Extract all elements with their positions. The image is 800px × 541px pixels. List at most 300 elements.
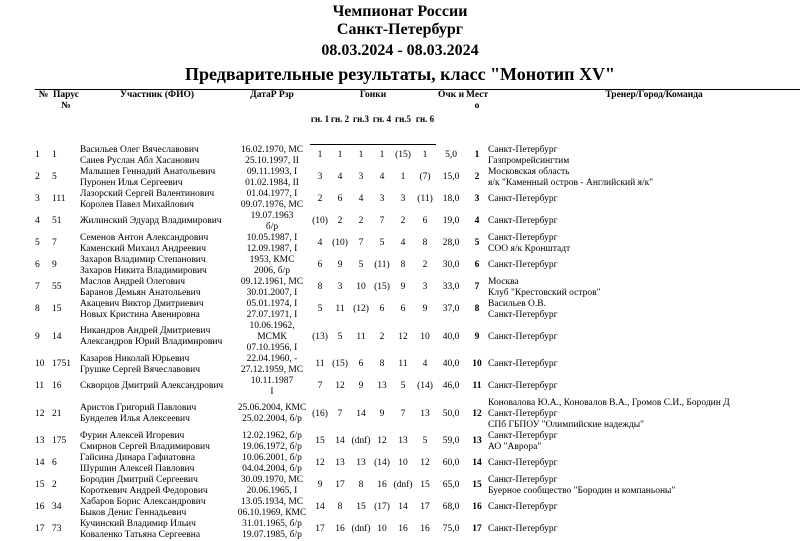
participant-names-text: Акацевич Виктор Дмитриевич	[80, 298, 204, 309]
birth-rank	[234, 354, 310, 376]
race-1-result	[310, 475, 330, 497]
final-place-text: 2	[474, 172, 480, 182]
sail-number	[52, 233, 80, 255]
race-1-result	[310, 354, 330, 376]
race-1-result-text: 17	[315, 524, 325, 534]
race-6-result	[414, 475, 436, 497]
race-4-result	[372, 398, 392, 431]
race-5-result-text: 14	[398, 502, 408, 512]
participant-names-text: Никандров Андрей Дмитриевич	[80, 326, 211, 336]
header-race-3: гн.3	[350, 102, 372, 145]
final-place	[466, 277, 488, 299]
participant-names-text: Казаров Николай Юрьевич	[80, 353, 190, 364]
participant-names-text: Пуронен Илья Сергеевич	[80, 177, 183, 188]
race-3-result-text: 15	[356, 502, 366, 512]
race-6-result-text: 5	[422, 436, 428, 446]
race-1-result-text: (16)	[312, 408, 328, 419]
race-2-result-text: 6	[337, 194, 343, 204]
final-place	[466, 189, 488, 211]
race-4-result	[372, 233, 392, 255]
race-2-result-text: 14	[335, 436, 345, 446]
points-total-text: 65,0	[442, 480, 460, 490]
participant-names	[80, 475, 234, 497]
birth-rank-text: 2006, б/р	[254, 265, 290, 276]
birth-rank-text: 31.01.1965, б/р	[242, 518, 302, 529]
final-place-text: 16	[472, 502, 482, 512]
participant-names	[80, 431, 234, 453]
points-total	[436, 211, 466, 233]
final-place	[466, 376, 488, 398]
race-4-result	[372, 475, 392, 497]
header-points: Очк и	[436, 90, 466, 145]
sail-number-text: 21	[52, 408, 62, 419]
coach-city-team	[488, 376, 800, 398]
birth-rank	[234, 299, 310, 321]
table-row	[35, 475, 800, 497]
points-total	[436, 233, 466, 255]
birth-rank-text: 04.04.2004, б/р	[242, 463, 302, 474]
birth-rank-text: 30.09.1970, МС	[240, 474, 304, 485]
sail-number	[52, 299, 80, 321]
participant-names	[80, 376, 234, 398]
race-1-result	[310, 255, 330, 277]
row-number	[35, 167, 52, 189]
sail-number	[52, 453, 80, 475]
race-5-result	[392, 519, 414, 541]
birth-rank	[234, 519, 310, 541]
race-3-result-text: 7	[358, 238, 364, 248]
birth-rank	[234, 145, 310, 167]
race-4-result-text: (14)	[374, 458, 390, 468]
sail-number	[52, 167, 80, 189]
championship-title: Чемпионат России	[332, 3, 468, 20]
final-place	[466, 255, 488, 277]
coach-city-team	[488, 233, 800, 255]
race-1-result	[310, 321, 330, 354]
final-place	[466, 497, 488, 519]
race-3-result-text: 5	[358, 260, 364, 270]
race-3-result-text: (12)	[353, 304, 369, 314]
race-4-result-text: 10	[377, 524, 387, 534]
race-1-result	[310, 211, 330, 233]
coach-city-team-text: Санкт-Петербург	[488, 144, 558, 155]
birth-rank-text: 22.04.1960, -	[246, 353, 298, 364]
final-place	[466, 145, 488, 167]
race-4-result	[372, 376, 392, 398]
birth-rank	[234, 277, 310, 299]
sail-number	[52, 475, 80, 497]
race-4-result-text: 3	[379, 194, 385, 204]
birth-rank	[234, 398, 310, 431]
race-3-result	[350, 376, 372, 398]
sail-number	[52, 376, 80, 398]
coach-city-team-text: Клуб "Крестовский остров"	[488, 287, 601, 298]
race-4-result-text: (17)	[374, 502, 390, 512]
race-3-result-text: 10	[356, 282, 366, 292]
participant-names-text: Коваленко Татьяна Сергеевна	[80, 529, 201, 540]
row-number	[35, 354, 52, 376]
race-4-result-text: 8	[379, 359, 385, 369]
participant-names	[80, 145, 234, 167]
final-place	[466, 354, 488, 376]
points-total-text: 50,0	[442, 408, 460, 419]
final-place-text: 9	[474, 331, 480, 342]
birth-rank-text: I	[270, 386, 274, 397]
coach-city-team-text: Буерное сообщество "Бородин и компаньоны"	[488, 485, 676, 496]
race-3-result	[350, 299, 372, 321]
results-subtitle: Предварительные результаты, класс "Монотип XV"	[184, 64, 616, 84]
participant-names-text: Фурин Алексей Игоревич	[80, 430, 185, 441]
table-row	[35, 277, 800, 299]
race-5-result	[392, 398, 414, 431]
coach-city-team	[488, 354, 800, 376]
race-2-result	[330, 398, 350, 431]
coach-city-team-text: Санкт-Петербург	[488, 474, 558, 485]
race-4-result	[372, 211, 392, 233]
table-row	[35, 189, 800, 211]
final-place	[466, 167, 488, 189]
race-3-result-text: 6	[358, 359, 364, 369]
points-total	[436, 453, 466, 475]
row-number-text: 6	[35, 260, 40, 270]
race-3-result-text: (dnf)	[351, 524, 371, 534]
coach-city-team-text: Москва	[488, 276, 519, 287]
race-5-result	[392, 354, 414, 376]
race-1-result	[310, 277, 330, 299]
table-row	[35, 453, 800, 475]
race-5-result-text: (dnf)	[393, 480, 413, 490]
coach-city-team-text: Санкт-Петербург	[488, 309, 558, 320]
row-number-text: 7	[35, 282, 40, 292]
race-3-result	[350, 211, 372, 233]
birth-rank-text: 09.07.1976, МС	[240, 199, 304, 210]
race-3-result	[350, 475, 372, 497]
coach-city-team	[488, 497, 800, 519]
race-6-result-text: 1	[422, 150, 428, 161]
race-2-result	[330, 167, 350, 189]
race-6-result	[414, 211, 436, 233]
race-3-result	[350, 431, 372, 453]
race-4-result-text: 6	[379, 304, 385, 314]
birth-rank-text: 09.12.1961, МС	[240, 276, 304, 287]
race-1-result	[310, 167, 330, 189]
points-total-text: 40,0	[442, 331, 460, 342]
birth-rank-text: 07.10.1956, I	[246, 342, 298, 353]
race-5-result-text: 6	[400, 304, 406, 314]
sail-number-text: 34	[52, 502, 62, 512]
row-number	[35, 145, 52, 167]
sail-number	[52, 255, 80, 277]
race-6-result	[414, 233, 436, 255]
points-total-text: 40,0	[442, 359, 460, 369]
points-total	[436, 475, 466, 497]
race-2-result-text: 1	[337, 150, 343, 161]
race-5-result	[392, 277, 414, 299]
points-total	[436, 354, 466, 376]
coach-city-team	[488, 299, 800, 321]
sail-number-text: 1751	[52, 359, 71, 369]
race-3-result-text: (dnf)	[351, 436, 371, 446]
table-row	[35, 167, 800, 189]
participant-names	[80, 277, 234, 299]
coach-city-team	[488, 167, 800, 189]
race-5-result-text: 3	[400, 194, 406, 204]
participant-names-text: Баранов Демьян Анатольевич	[80, 287, 201, 298]
race-6-result	[414, 519, 436, 541]
coach-city-team-text: Санкт-Петербург	[488, 216, 558, 226]
race-4-result-text: 2	[379, 331, 385, 342]
race-3-result-text: 4	[358, 194, 364, 204]
row-number-text: 8	[35, 304, 40, 314]
participant-names	[80, 255, 234, 277]
race-5-result	[392, 376, 414, 398]
race-6-result	[414, 255, 436, 277]
race-5-result	[392, 211, 414, 233]
race-1-result	[310, 145, 330, 167]
coach-city-team-text: Санкт-Петербург	[488, 194, 558, 204]
race-4-result-text: 5	[379, 238, 385, 248]
race-2-result-text: 3	[337, 282, 343, 292]
row-number-text: 11	[35, 381, 45, 391]
race-4-result	[372, 519, 392, 541]
coach-city-team-text: Санкт-Петербург	[488, 458, 558, 468]
sail-number-text: 9	[52, 260, 57, 270]
race-2-result	[330, 519, 350, 541]
participant-names	[80, 497, 234, 519]
birth-rank-text: 10.05.1987, I	[246, 232, 298, 243]
race-2-result	[330, 376, 350, 398]
birth-rank-text: 16.02.1970, МС	[240, 144, 304, 155]
participant-names-text: Грушке Сергей Вячеславович	[80, 364, 201, 375]
race-1-result-text: 4	[317, 238, 323, 248]
header-race-4: гн. 4	[372, 102, 392, 145]
row-number	[35, 321, 52, 354]
row-number	[35, 211, 52, 233]
race-1-result	[310, 233, 330, 255]
table-row	[35, 145, 800, 167]
sail-number	[52, 519, 80, 541]
birth-rank-text: 19.06.1972, б/р	[242, 441, 302, 452]
race-6-result	[414, 497, 436, 519]
participant-names-text: Шуршин Алексей Павлович	[80, 463, 195, 474]
race-2-result	[330, 453, 350, 475]
coach-city-team-text: Санкт-Петербург	[488, 260, 558, 270]
race-3-result-text: 13	[356, 458, 366, 468]
race-5-result-text: 10	[398, 458, 408, 468]
race-2-result-text: 8	[337, 502, 343, 512]
race-6-result	[414, 354, 436, 376]
race-6-result-text: 6	[422, 216, 428, 226]
race-5-result-text: 11	[398, 359, 408, 369]
birth-rank	[234, 211, 310, 233]
race-2-result-text: 4	[337, 172, 343, 182]
birth-rank-text: 19.07.1985, б/р	[242, 529, 302, 540]
birth-rank-text: 09.11.1993, I	[246, 166, 298, 177]
final-place-text: 6	[474, 260, 480, 270]
final-place	[466, 519, 488, 541]
race-1-result	[310, 398, 330, 431]
race-1-result-text: 5	[317, 304, 323, 314]
race-6-result-text: 12	[420, 458, 430, 468]
birth-rank-text: 27.12.1959, МС	[240, 364, 304, 375]
date-range: 08.03.2024 - 08.03.2024	[321, 42, 479, 59]
final-place-text: 13	[472, 436, 482, 446]
race-2-result	[330, 211, 350, 233]
race-6-result	[414, 431, 436, 453]
points-total	[436, 519, 466, 541]
sail-number	[52, 211, 80, 233]
row-number-text: 9	[35, 331, 40, 342]
race-3-result	[350, 497, 372, 519]
table-row	[35, 431, 800, 453]
race-6-result	[414, 145, 436, 167]
race-3-result-text: 3	[358, 172, 364, 182]
participant-names-text: Лазорский Сергей Валентинович	[80, 188, 215, 199]
coach-city-team-text: Санкт-Петербург	[488, 381, 558, 391]
birth-rank-text: 06.10.1969, КМС	[237, 507, 307, 518]
race-3-result	[350, 277, 372, 299]
final-place	[466, 299, 488, 321]
birth-rank	[234, 255, 310, 277]
race-1-result	[310, 299, 330, 321]
participant-names	[80, 211, 234, 233]
birth-rank-text: 10.06.1962, МСМК	[249, 320, 295, 342]
race-5-result	[392, 321, 414, 354]
sail-number	[52, 354, 80, 376]
birth-rank-text: 30.01.2007, I	[246, 287, 298, 298]
table-row	[35, 255, 800, 277]
race-1-result-text: 15	[315, 436, 325, 446]
race-4-result-text: 12	[377, 436, 387, 446]
participant-names-text: Васильев Олег Вячеславович	[80, 144, 199, 155]
birth-rank	[234, 167, 310, 189]
participant-names-text: Смирнов Сергей Владимирович	[80, 441, 210, 452]
header-sail: Парус №	[52, 90, 80, 145]
birth-rank-text: 10.06.2001, б/р	[242, 452, 302, 463]
participant-names	[80, 299, 234, 321]
race-5-result-text: 16	[398, 524, 408, 534]
birth-rank-text: 12.09.1987, I	[246, 243, 298, 254]
birth-rank-text: 01.04.1977, I	[246, 188, 298, 199]
race-5-result-text: 4	[400, 238, 406, 248]
race-3-result-text: 14	[356, 408, 366, 419]
row-number-text: 13	[35, 436, 45, 446]
race-3-result	[350, 398, 372, 431]
birth-rank-text: 01.02.1984, II	[245, 177, 299, 188]
race-2-result-text: 17	[335, 480, 345, 490]
race-5-result-text: 9	[400, 282, 406, 292]
participant-names-text: Королев Павел Михайлович	[80, 199, 194, 210]
race-4-result	[372, 255, 392, 277]
coach-city-team-text: Санкт-Петербург	[488, 408, 558, 419]
sail-number-text: 73	[52, 524, 62, 534]
participant-names-text: Бунделев Илья Алексеевич	[80, 414, 190, 424]
birth-rank	[234, 189, 310, 211]
coach-city-team	[488, 255, 800, 277]
race-1-result	[310, 519, 330, 541]
coach-city-team-text: АО "Аврора"	[488, 441, 542, 452]
sail-number-text: 175	[52, 436, 67, 446]
coach-city-team-text: Коновалова Ю.А., Коновалов В.А., Громов С.И., Бородин Д	[488, 397, 730, 408]
final-place-text: 7	[474, 282, 480, 292]
points-total	[436, 145, 466, 167]
race-2-result-text: (10)	[332, 238, 348, 248]
sail-number	[52, 145, 80, 167]
row-number-text: 1	[35, 150, 40, 160]
points-total-text: 28,0	[442, 238, 460, 248]
birth-rank	[234, 453, 310, 475]
header-race-6: гн. 6	[414, 102, 436, 145]
race-3-result-text: 9	[358, 381, 364, 391]
race-1-result-text: 12	[315, 458, 325, 468]
race-3-result-text: 11	[356, 331, 366, 342]
race-1-result	[310, 497, 330, 519]
race-6-result	[414, 189, 436, 211]
header-race-2: гн. 2	[330, 102, 350, 145]
race-5-result-text: 13	[398, 436, 408, 446]
birth-rank-text: 05.01.1974, I	[246, 298, 298, 309]
race-1-result-text: (13)	[312, 331, 328, 342]
header-place: Мест о	[466, 90, 488, 145]
final-place	[466, 233, 488, 255]
race-5-result	[392, 453, 414, 475]
race-1-result-text: (10)	[312, 216, 328, 226]
points-total	[436, 189, 466, 211]
race-6-result-text: (7)	[419, 172, 431, 182]
row-number-text: 12	[35, 408, 45, 419]
participant-names	[80, 321, 234, 354]
header-race-5: гн.5	[392, 102, 414, 145]
sail-number-text: 55	[52, 282, 62, 292]
table-row	[35, 299, 800, 321]
race-2-result-text: 2	[337, 216, 343, 226]
row-number	[35, 189, 52, 211]
race-5-result	[392, 475, 414, 497]
race-2-result	[330, 255, 350, 277]
race-2-result-text: 13	[335, 458, 345, 468]
birth-rank-text: 25.02.2004, б/р	[242, 414, 302, 424]
race-5-result-text: 7	[400, 408, 406, 419]
race-5-result	[392, 255, 414, 277]
row-number	[35, 255, 52, 277]
race-3-result-text: 1	[358, 150, 364, 161]
points-total-text: 46,0	[442, 381, 460, 391]
sail-number-text: 14	[52, 331, 62, 342]
participant-names-text: Маслов Андрей Олегович	[80, 276, 186, 287]
race-6-result-text: 15	[420, 480, 430, 490]
participant-names-text: Александров Юрий Владимирович	[80, 337, 223, 347]
coach-city-team	[488, 431, 800, 453]
results-table	[35, 89, 800, 541]
race-6-result	[414, 299, 436, 321]
sail-number-text: 2	[52, 480, 57, 490]
final-place	[466, 321, 488, 354]
race-2-result	[330, 475, 350, 497]
points-total-text: 30,0	[442, 260, 460, 270]
race-3-result	[350, 233, 372, 255]
birth-rank-text: 13.05.1934, МС	[240, 496, 304, 507]
race-4-result-text: 16	[377, 480, 387, 490]
row-number	[35, 233, 52, 255]
points-total-text: 15,0	[442, 172, 460, 182]
race-2-result	[330, 299, 350, 321]
race-1-result	[310, 453, 330, 475]
race-6-result-text: 8	[422, 238, 428, 248]
race-5-result-text: 5	[400, 381, 406, 391]
sail-number	[52, 497, 80, 519]
sail-number-text: 7	[52, 238, 57, 248]
table-row	[35, 354, 800, 376]
